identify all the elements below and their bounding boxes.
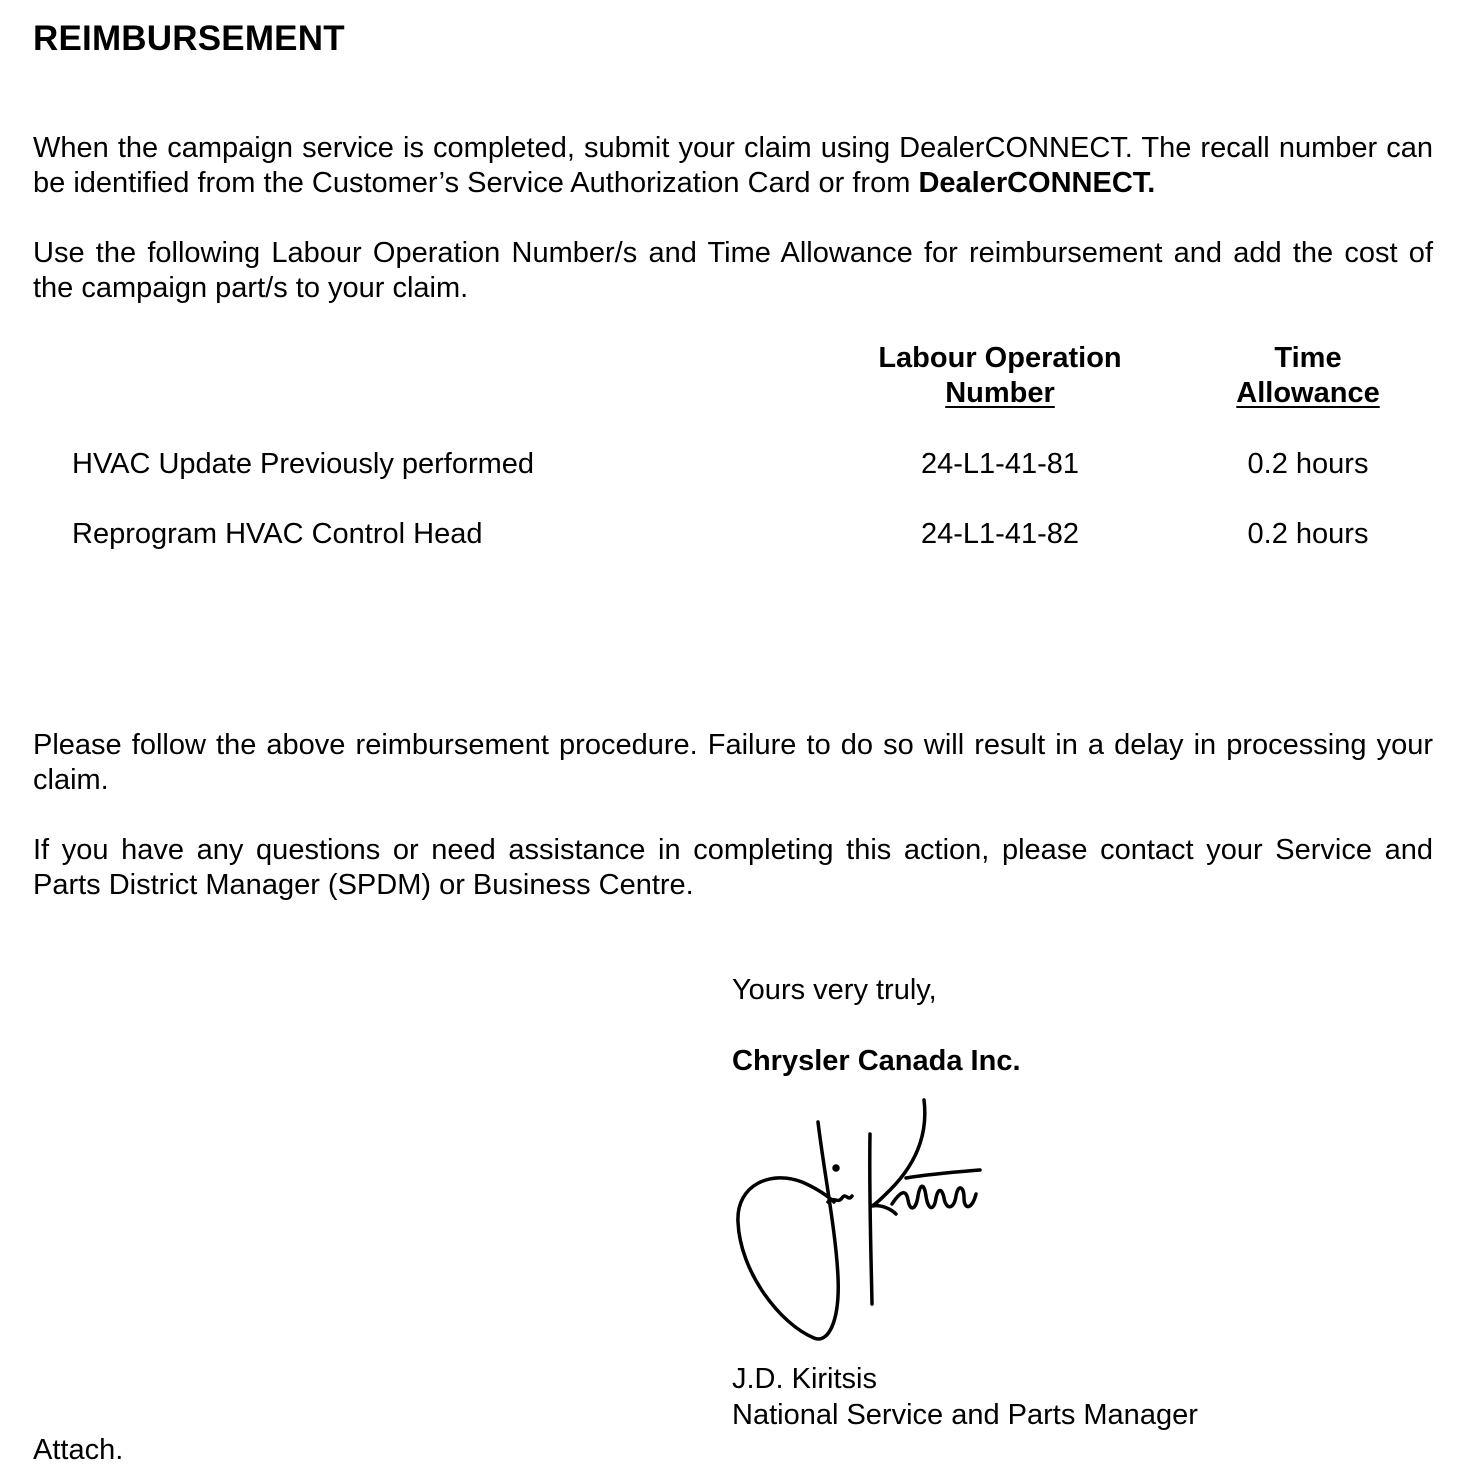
time-allowance-header bbox=[1190, 341, 1426, 411]
procedure-warning-paragraph: Please follow the above reimbursement procedure. Failure to do so will result in a delay in processing your claim. bbox=[33, 729, 1433, 796]
signer-title: National Service and Parts Manager bbox=[732, 1399, 1198, 1431]
signature-im-stroke bbox=[828, 1196, 852, 1202]
signature-j-stroke bbox=[738, 1122, 838, 1339]
claim-instructions-text: When the campaign service is completed, submit your claim using DealerCONNECT. The recall number can be identified from the Customer’s Service Authorization Card or from bbox=[33, 132, 1433, 199]
attachment-note: Attach. bbox=[33, 1434, 124, 1466]
table-row-1-time: 0.2 hours bbox=[1247, 448, 1369, 480]
labour-operation-header-line1: Labour Operation bbox=[878, 342, 1122, 374]
dealerconnect-bold-text: DealerCONNECT. bbox=[918, 167, 1156, 199]
claim-instructions-paragraph bbox=[33, 131, 1433, 201]
contact-paragraph: If you have any questions or need assistance in completing this action, please contact your Service and Parts District Manager (SPDM) or Business Centre. bbox=[33, 834, 1433, 901]
signer-name: J.D. Kiritsis bbox=[732, 1363, 877, 1395]
signature-iritsis-stroke bbox=[892, 1186, 976, 1208]
page-title: REIMBURSEMENT bbox=[33, 19, 345, 58]
signature-crossbar bbox=[906, 1170, 980, 1178]
signature-dot bbox=[834, 1166, 838, 1170]
labour-operation-paragraph: Use the following Labour Operation Number/s and Time Allowance for reimbursement and add the cost of the campaign part/s to your claim. bbox=[33, 237, 1433, 304]
table-row-2-description: Reprogram HVAC Control Head bbox=[72, 518, 483, 550]
table-row-1-description: HVAC Update Previously performed bbox=[72, 448, 535, 480]
labour-operation-header bbox=[870, 341, 1130, 411]
company-name: Chrysler Canada Inc. bbox=[732, 1045, 1021, 1077]
handwritten-signature bbox=[720, 1092, 990, 1347]
labour-operation-header-line2: Number bbox=[945, 377, 1055, 409]
signature-k-stem bbox=[870, 1134, 872, 1304]
time-allowance-header-line2: Allowance bbox=[1236, 377, 1380, 409]
table-row-2-time: 0.2 hours bbox=[1247, 518, 1369, 550]
table-row-2-labour-op: 24-L1-41-82 bbox=[921, 518, 1079, 550]
closing-salutation: Yours very truly, bbox=[732, 974, 937, 1006]
time-allowance-header-line1: Time bbox=[1274, 342, 1342, 374]
table-row-1-labour-op: 24-L1-41-81 bbox=[921, 448, 1079, 480]
